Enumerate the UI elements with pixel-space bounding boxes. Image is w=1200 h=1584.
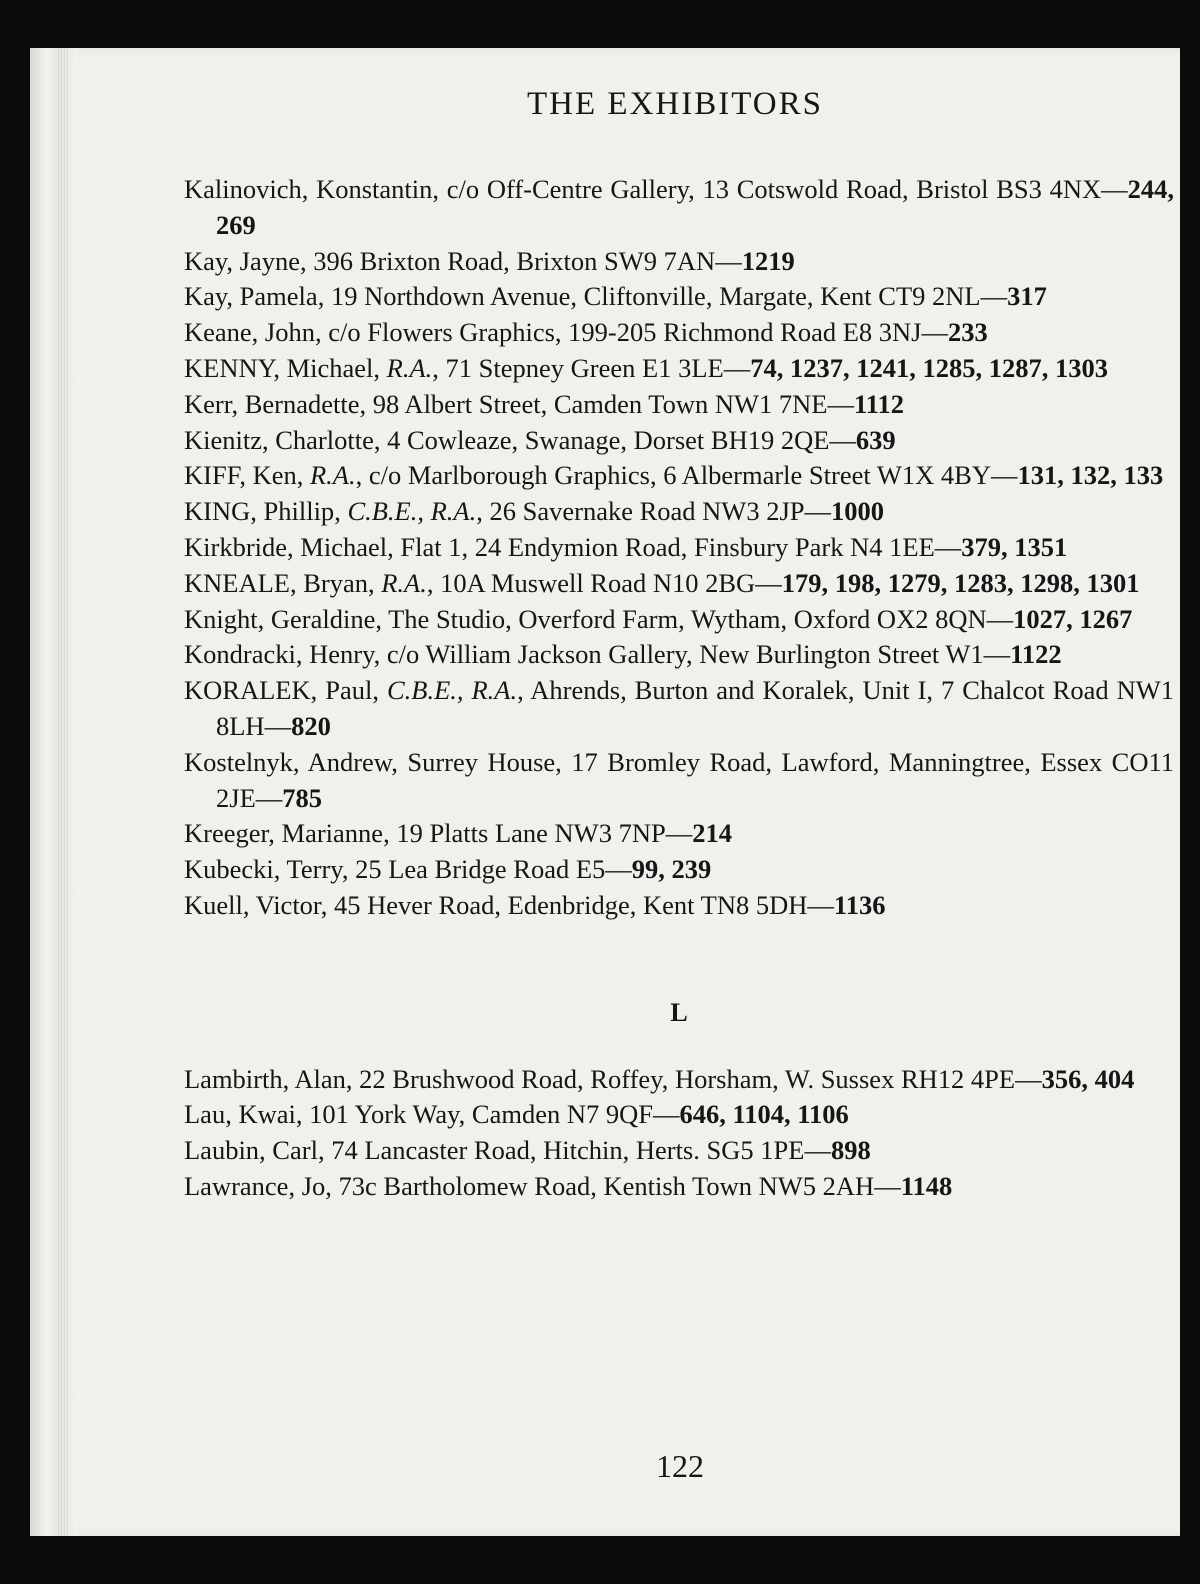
exhibitor-entry: KING, Phillip, C.B.E., R.A., 26 Savernake Road NW3 2JP—1000 [184, 496, 884, 527]
catalogue-numbers: 1148 [900, 1170, 953, 1201]
catalogue-numbers: 74, 1237, 1241, 1285, 1287, 1303 [750, 352, 1108, 383]
exhibitor-name: Kerr, Bernadette [184, 388, 360, 419]
exhibitor-list-l [184, 1062, 1174, 1205]
exhibitor-name: Lambirth, Alan [184, 1063, 346, 1094]
exhibitor-address: , 25 Lea Bridge Road E5 [341, 854, 606, 885]
exhibitor-entry: Kienitz, Charlotte, 4 Cowleaze, Swanage, Dorset BH19 2QE—639 [184, 424, 896, 455]
exhibitor-name: Kostelnyk, Andrew [184, 746, 392, 777]
exhibitor-address: , 98 Albert Street, Camden Town NW1 7NE [359, 388, 828, 419]
catalogue-numbers: 1219 [741, 245, 795, 276]
catalogue-numbers: 99, 239 [631, 854, 712, 885]
exhibitor-honours: R.A. [381, 567, 427, 598]
exhibitor-name: Knight, Geraldine [184, 603, 376, 634]
exhibitor-name: Kalinovich, Konstantin [184, 174, 433, 204]
exhibitor-entry: KORALEK, Paul, C.B.E., R.A., Ahrends, Burton and Koralek, Unit I, 7 Chalcot Road NW1 8LH—820 [184, 675, 1175, 741]
section-letter: L [670, 997, 688, 1027]
catalogue-numbers: 131, 132, 133 [1017, 460, 1164, 491]
exhibitor-entry: Knight, Geraldine, The Studio, Overford Farm, Wytham, Oxford OX2 8QN—1027, 1267 [184, 603, 1133, 634]
exhibitor-entry: Kay, Pamela, 19 Northdown Avenue, Cliftonville, Margate, Kent CT9 2NL—317 [184, 281, 1047, 312]
exhibitor-name: Kondracki, Henry [184, 639, 374, 670]
exhibitor-name: Kreeger, Marianne [184, 818, 384, 849]
exhibitor-entry: Keane, John, c/o Flowers Graphics, 199-205 Richmond Road E8 3NJ—233 [184, 317, 988, 348]
exhibitor-address: , Surrey House, 17 Bromley Road, Lawford, Manningtree, Essex CO11 2JE [216, 746, 1175, 813]
exhibitor-address: , 71 Stepney Green E1 3LE [432, 352, 724, 383]
exhibitor-name: KIFF, Ken [184, 460, 297, 491]
catalogue-numbers: 244, 269 [216, 174, 1174, 240]
exhibitor-address: , 19 Northdown Avenue, Cliftonville, Margate, Kent CT9 2NL [317, 281, 981, 312]
exhibitor-address: , 4 Cowleaze, Swanage, Dorset BH19 2QE [373, 424, 830, 455]
exhibitor-entry: Lawrance, Jo, 73c Bartholomew Road, Kentish Town NW5 2AH—1148 [184, 1170, 953, 1201]
catalogue-numbers: 785 [282, 782, 322, 813]
page-title: THE EXHIBITORS [527, 86, 823, 122]
exhibitor-entry: Kondracki, Henry, c/o William Jackson Gallery, New Burlington Street W1—1122 [184, 639, 1062, 670]
catalogue-numbers: 898 [830, 1135, 871, 1166]
exhibitor-address: , 19 Platts Lane NW3 7NP [383, 818, 666, 849]
catalogue-numbers: 639 [855, 424, 896, 455]
exhibitor-honours: C.B.E., R.A. [347, 496, 477, 527]
exhibitor-entry: KENNY, Michael, R.A., 71 Stepney Green E1 3LE—74, 1237, 1241, 1285, 1287, 1303 [184, 352, 1108, 383]
exhibitor-name: Lau, Kwai [184, 1099, 296, 1130]
exhibitor-name: Kay, Pamela [184, 281, 318, 312]
page-edge-lines [58, 48, 68, 1536]
catalogue-numbers: 1112 [853, 388, 905, 419]
catalogue-numbers: 233 [948, 317, 988, 348]
catalogue-numbers: 356, 404 [1041, 1063, 1135, 1094]
exhibitor-honours: C.B.E., R.A. [386, 675, 518, 706]
exhibitor-address: , 101 York Way, Camden N7 9QF [295, 1099, 653, 1130]
catalogue-numbers: 317 [1007, 281, 1047, 312]
exhibitor-entry: Kuell, Victor, 45 Hever Road, Edenbridge, Kent TN8 5DH—1136 [184, 889, 886, 920]
catalogue-numbers: 379, 1351 [961, 531, 1068, 562]
exhibitor-name: Laubin, Carl [184, 1135, 318, 1166]
exhibitor-address: , 22 Brushwood Road, Roffey, Horsham, W. Sussex RH12 4PE [345, 1063, 1016, 1094]
catalogue-numbers: 214 [692, 818, 732, 849]
exhibitor-name: Kay, Jayne [184, 245, 301, 276]
exhibitor-address: , c/o William Jackson Gallery, New Burlington Street W1 [373, 639, 984, 670]
catalogue-numbers: 179, 198, 1279, 1283, 1298, 1301 [781, 567, 1140, 598]
exhibitor-entry: KNEALE, Bryan, R.A., 10A Muswell Road N10 2BG—179, 198, 1279, 1283, 1298, 1301 [184, 567, 1140, 598]
exhibitor-list-k [184, 172, 1174, 924]
exhibitor-entry: Kubecki, Terry, 25 Lea Bridge Road E5—99, 239 [184, 854, 712, 885]
exhibitor-entry: Lambirth, Alan, 22 Brushwood Road, Roffey, Horsham, W. Sussex RH12 4PE—356, 404 [184, 1063, 1135, 1094]
exhibitor-name: Lawrance, Jo [184, 1170, 326, 1201]
exhibitor-name: Kirkbride, Michael [184, 531, 388, 562]
exhibitor-name: KORALEK, Paul [184, 675, 373, 706]
exhibitor-entry: Kostelnyk, Andrew, Surrey House, 17 Bromley Road, Lawford, Manningtree, Essex CO11 2JE—785 [184, 746, 1175, 813]
exhibitor-name: Keane, John [184, 317, 315, 348]
exhibitor-address: , 396 Brixton Road, Brixton SW9 7AN [300, 245, 716, 276]
exhibitor-name: KNEALE, Bryan [184, 567, 368, 598]
catalogue-numbers: 646, 1104, 1106 [679, 1099, 849, 1130]
exhibitor-name: KENNY, Michael [184, 352, 374, 383]
exhibitor-list [184, 172, 1174, 1205]
exhibitor-honours: R.A. [309, 460, 356, 491]
exhibitor-address: , Flat 1, 24 Endymion Road, Finsbury Park N4 1EE [387, 531, 935, 562]
exhibitor-address: , The Studio, Overford Farm, Wytham, Oxford OX2 8QN [375, 603, 987, 634]
catalogue-numbers: 1027, 1267 [1013, 603, 1133, 634]
catalogue-numbers: 820 [291, 710, 331, 741]
exhibitor-address: , 26 Savernake Road NW3 2JP [476, 496, 805, 527]
exhibitor-address: , 45 Hever Road, Edenbridge, Kent TN8 5DH [320, 889, 808, 920]
exhibitor-name: KING, Phillip [184, 496, 335, 527]
page-number: 122 [656, 1448, 704, 1484]
exhibitor-address: , c/o Flowers Graphics, 199-205 Richmond Road E8 3NJ [315, 317, 922, 348]
catalogue-numbers: 1122 [1010, 639, 1062, 670]
exhibitor-entry: Laubin, Carl, 74 Lancaster Road, Hitchin, Herts. SG5 1PE—898 [184, 1135, 871, 1166]
exhibitor-address: , 73c Bartholomew Road, Kentish Town NW5 2AH [325, 1170, 875, 1201]
catalogue-numbers: 1000 [831, 496, 884, 527]
exhibitor-entry: Lau, Kwai, 101 York Way, Camden N7 9QF—646, 1104, 1106 [184, 1099, 849, 1130]
exhibitor-address: , Ahrends, Burton and Koralek, Unit I, 7 Chalcot Road NW1 8LH [216, 675, 1175, 741]
exhibitor-address: , 74 Lancaster Road, Hitchin, Herts. SG5 1PE [317, 1135, 805, 1166]
exhibitor-entry: Kalinovich, Konstantin, c/o Off-Centre Gallery, 13 Cotswold Road, Bristol BS3 4NX—244, 269 [184, 174, 1174, 240]
exhibitor-name: Kienitz, Charlotte [184, 424, 374, 455]
exhibitor-address: , 10A Muswell Road N10 2BG [426, 567, 756, 598]
catalogue-numbers: 1136 [833, 889, 886, 920]
exhibitor-entry: KIFF, Ken, R.A., c/o Marlborough Graphics, 6 Albermarle Street W1X 4BY—131, 132, 133 [184, 460, 1164, 491]
exhibitor-entry: Kerr, Bernadette, 98 Albert Street, Camden Town NW1 7NE—1112 [184, 388, 905, 419]
exhibitor-entry: Kreeger, Marianne, 19 Platts Lane NW3 7NP—214 [184, 818, 732, 849]
exhibitor-entry: Kay, Jayne, 396 Brixton Road, Brixton SW9 7AN—1219 [184, 245, 795, 276]
exhibitor-name: Kuell, Victor [184, 889, 321, 920]
exhibitor-address: , c/o Off-Centre Gallery, 13 Cotswold Road, Bristol BS3 4NX [432, 174, 1102, 204]
exhibitor-address: , c/o Marlborough Graphics, 6 Albermarle Street W1X 4BY [355, 460, 991, 491]
exhibitor-name: Kubecki, Terry [184, 854, 342, 885]
exhibitor-honours: R.A. [386, 352, 433, 383]
page-gutter [30, 48, 78, 1536]
exhibitor-entry: Kirkbride, Michael, Flat 1, 24 Endymion Road, Finsbury Park N4 1EE—379, 1351 [184, 531, 1068, 562]
